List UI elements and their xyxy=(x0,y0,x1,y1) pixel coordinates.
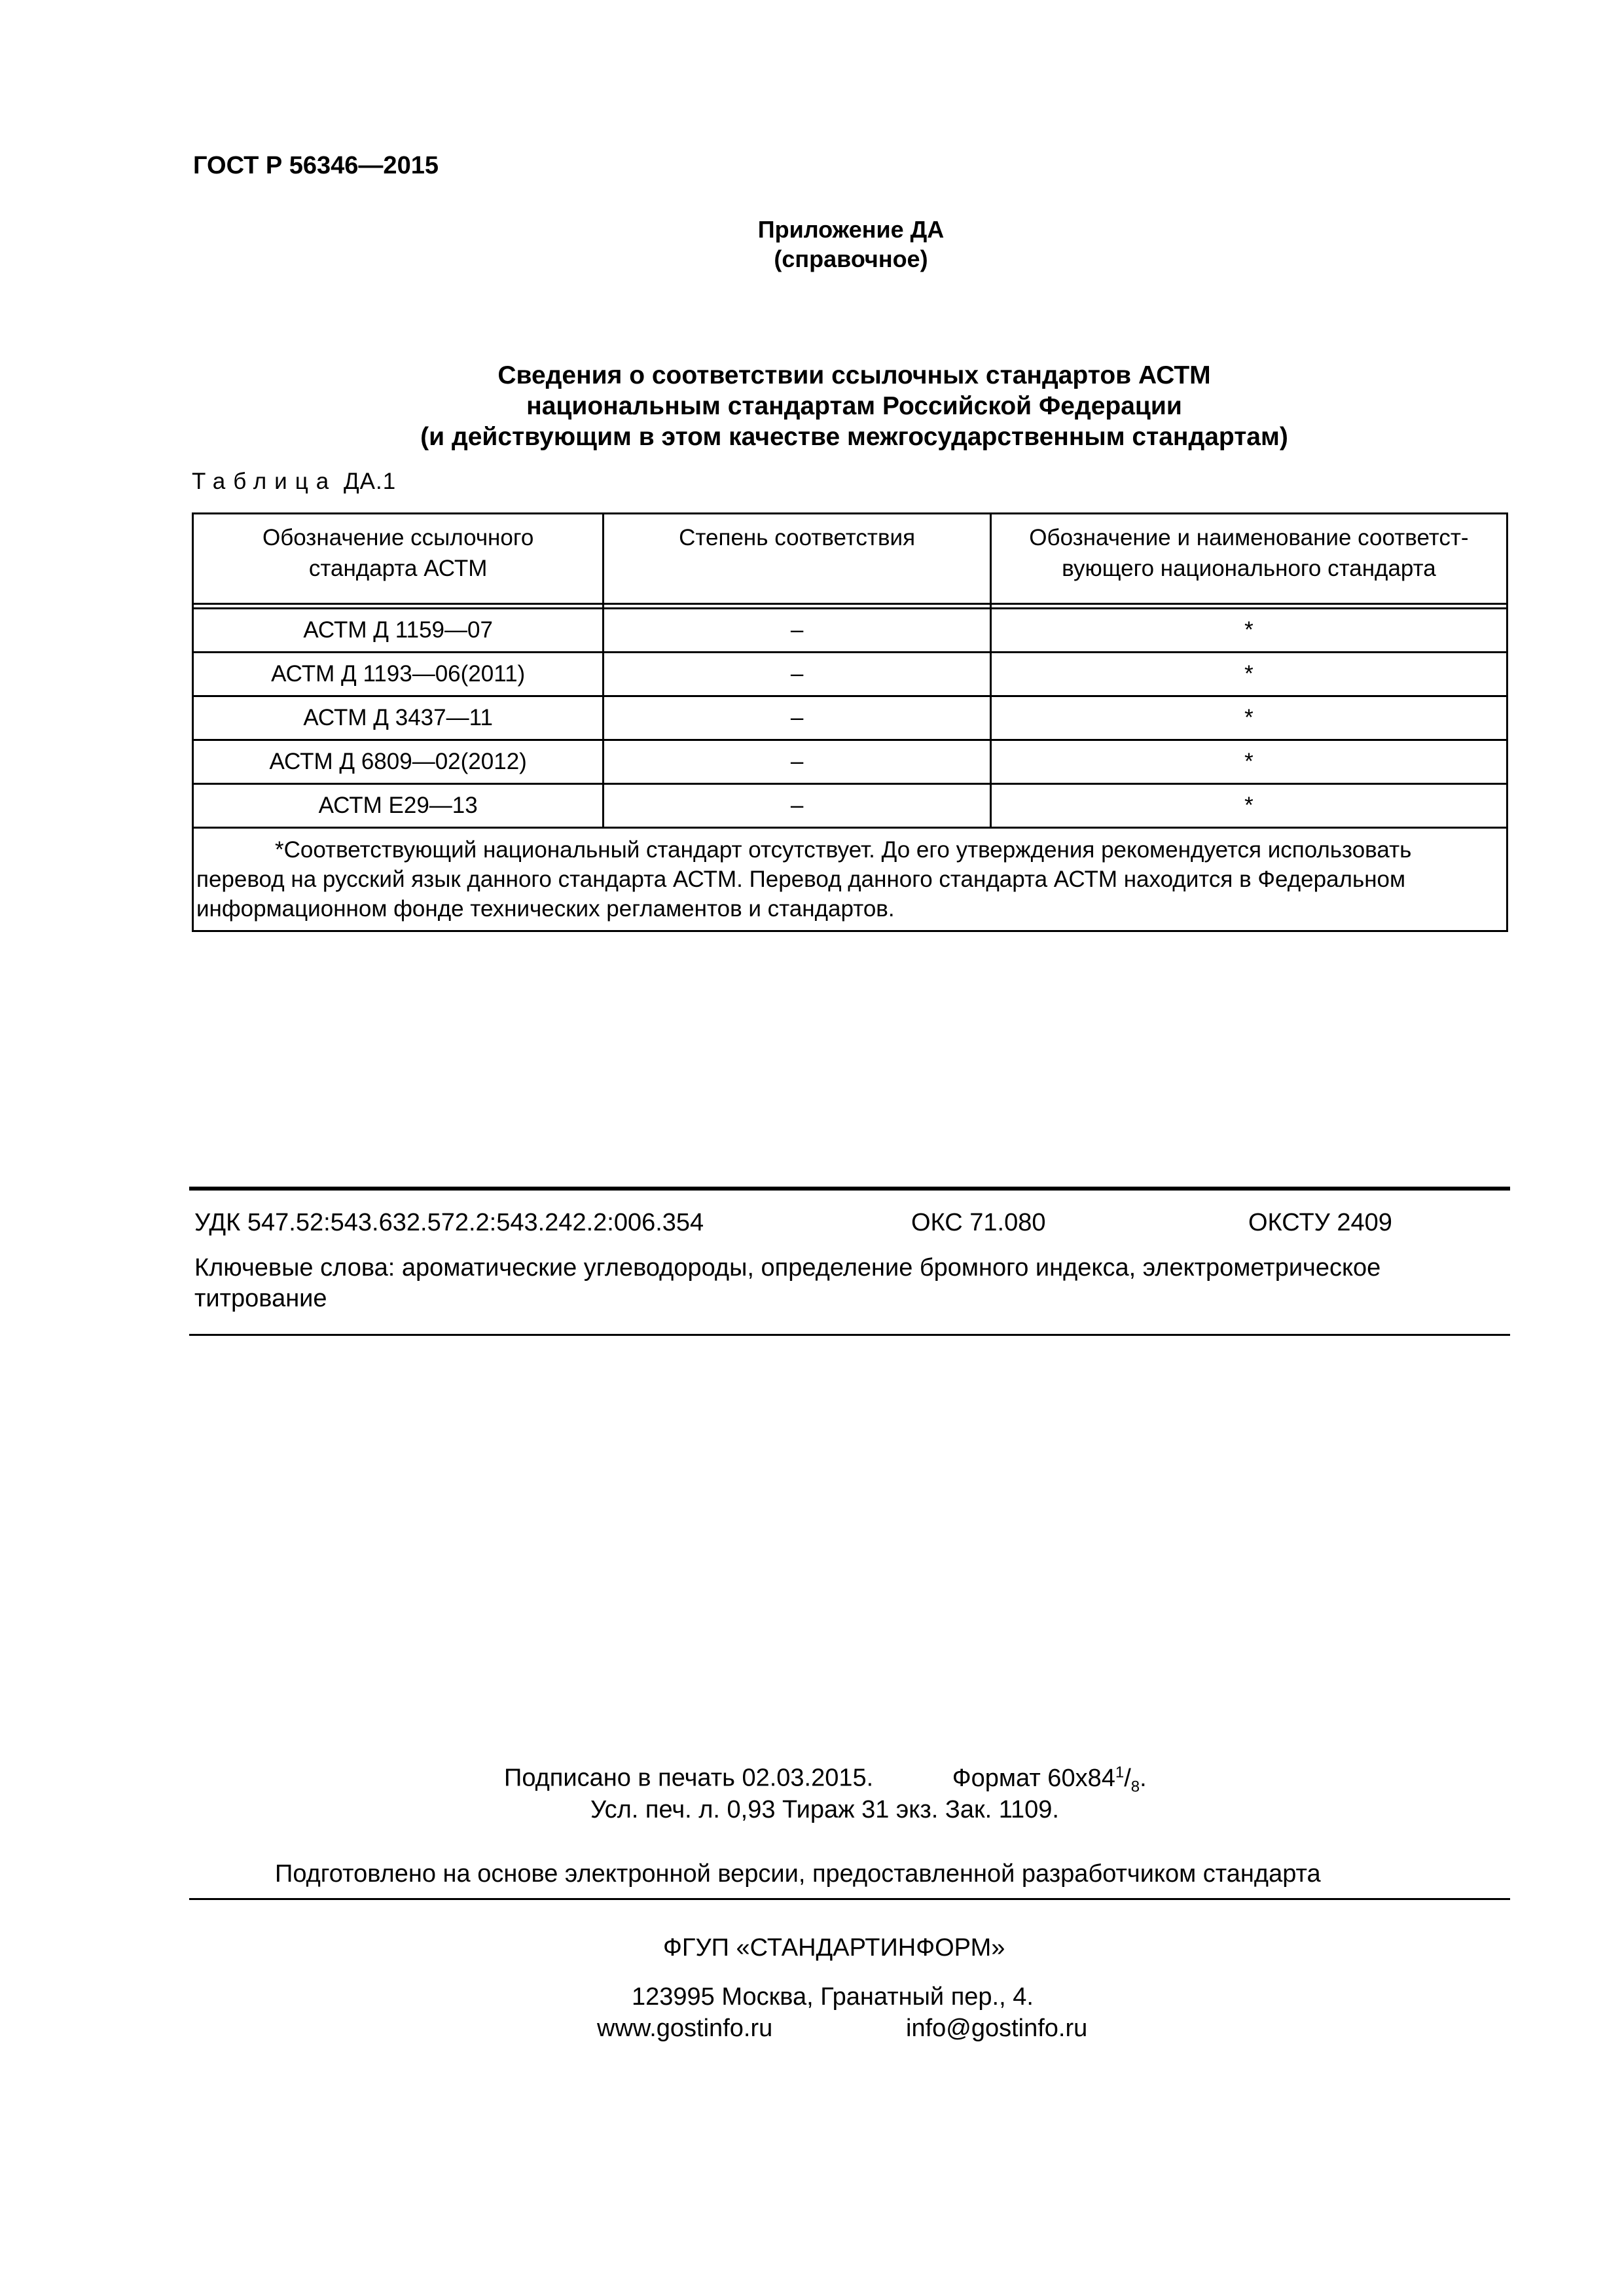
cell-national: * xyxy=(990,696,1507,740)
table-label-number: ДА.1 xyxy=(343,469,397,494)
header-designation-line-1: Обозначение ссылочного xyxy=(262,525,534,550)
oks-code: ОКС 71.080 xyxy=(911,1209,1046,1236)
table-header-row xyxy=(193,514,1507,604)
header-designation xyxy=(193,514,604,604)
table-label xyxy=(192,469,396,495)
cell-national: * xyxy=(990,653,1507,696)
imprint-signed-format xyxy=(504,1763,1147,1796)
section-title xyxy=(380,360,1329,452)
section-title-line-3: (и действующим в этом качестве межгосударственным стандартам) xyxy=(420,423,1288,451)
cell-degree: – xyxy=(604,740,991,784)
table-row xyxy=(193,696,1507,740)
cell-national: * xyxy=(990,609,1507,653)
appendix-title: Приложение ДА xyxy=(757,216,945,243)
section-title-line-1: Сведения о соответствии ссылочных стандартов АСТМ xyxy=(497,361,1211,389)
publisher-name: ФГУП «СТАНДАРТИНФОРМ» xyxy=(663,1934,1005,1962)
document-code: ГОСТ Р 56346—2015 xyxy=(193,152,439,179)
cell-designation: АСТМ Д 3437—11 xyxy=(193,696,604,740)
footnote-line-2: перевод на русский язык данного стандарта АСТМ. Перевод данного стандарта АСТМ находится в Федеральном xyxy=(196,867,1406,892)
table-footnote xyxy=(193,828,1507,931)
publisher-website: www.gostinfo.ru xyxy=(597,2015,773,2042)
header-degree-text: Степень соответствия xyxy=(679,525,916,550)
header-national-line-1: Обозначение и наименование соответст- xyxy=(1029,525,1469,550)
publisher-email: info@gostinfo.ru xyxy=(906,2015,1088,2042)
publisher-address: 123995 Москва, Гранатный пер., 4. xyxy=(632,1983,1034,2011)
cell-degree: – xyxy=(604,696,991,740)
cell-designation: АСТМ Д 6809—02(2012) xyxy=(193,740,604,784)
cell-degree: – xyxy=(604,653,991,696)
cell-national: * xyxy=(990,784,1507,828)
table-row xyxy=(193,784,1507,828)
footnote-line-1: *Соответствующий национальный стандарт отсутствует. До его утверждения рекомендуется использовать xyxy=(275,837,1412,863)
classification-top-rule xyxy=(189,1187,1510,1191)
classification-bottom-rule xyxy=(189,1334,1510,1336)
footnote-line-3: информационном фонде технических регламентов и стандартов. xyxy=(196,896,895,922)
cell-degree: – xyxy=(604,609,991,653)
header-national-standard xyxy=(990,514,1507,604)
imprint-signed: Подписано в печать 02.03.2015. xyxy=(504,1764,874,1792)
imprint-prepared-note: Подготовлено на основе электронной версии, предоставленной разработчиком стандарта xyxy=(275,1860,1321,1888)
imprint-rule xyxy=(189,1898,1510,1900)
table-label-word: Таблица xyxy=(192,469,337,494)
cell-national: * xyxy=(990,740,1507,784)
appendix-subtitle: (справочное) xyxy=(774,245,928,272)
header-degree xyxy=(604,514,991,604)
udk-code: УДК 547.52:543.632.572.2:543.242.2:006.354 xyxy=(194,1209,704,1236)
cell-designation: АСТМ Д 1193—06(2011) xyxy=(193,653,604,696)
table-row xyxy=(193,740,1507,784)
cell-designation: АСТМ Д 1159—07 xyxy=(193,609,604,653)
header-designation-line-2: стандарта АСТМ xyxy=(308,556,488,581)
table-footnote-row xyxy=(193,828,1507,931)
section-title-line-2: национальным стандартам Российской Федерации xyxy=(526,392,1182,420)
imprint-format: Формат $60х84^1/_8$. xyxy=(952,1763,1147,1796)
header-separator xyxy=(193,604,1507,609)
reference-standards-table xyxy=(192,512,1508,932)
table-row xyxy=(193,609,1507,653)
imprint-details: Усл. печ. л. 0,93 Тираж 31 экз. Зак. 1109. xyxy=(590,1796,1059,1823)
header-national-line-2: вующего национального стандарта xyxy=(1062,556,1436,581)
okstu-code: ОКСТУ 2409 xyxy=(1248,1209,1392,1236)
cell-designation: АСТМ Е29—13 xyxy=(193,784,604,828)
cell-degree: – xyxy=(604,784,991,828)
keywords: Ключевые слова: ароматические углеводороды, определение бромного индекса, электрометрическое титрование xyxy=(194,1254,1381,1312)
table-row xyxy=(193,653,1507,696)
